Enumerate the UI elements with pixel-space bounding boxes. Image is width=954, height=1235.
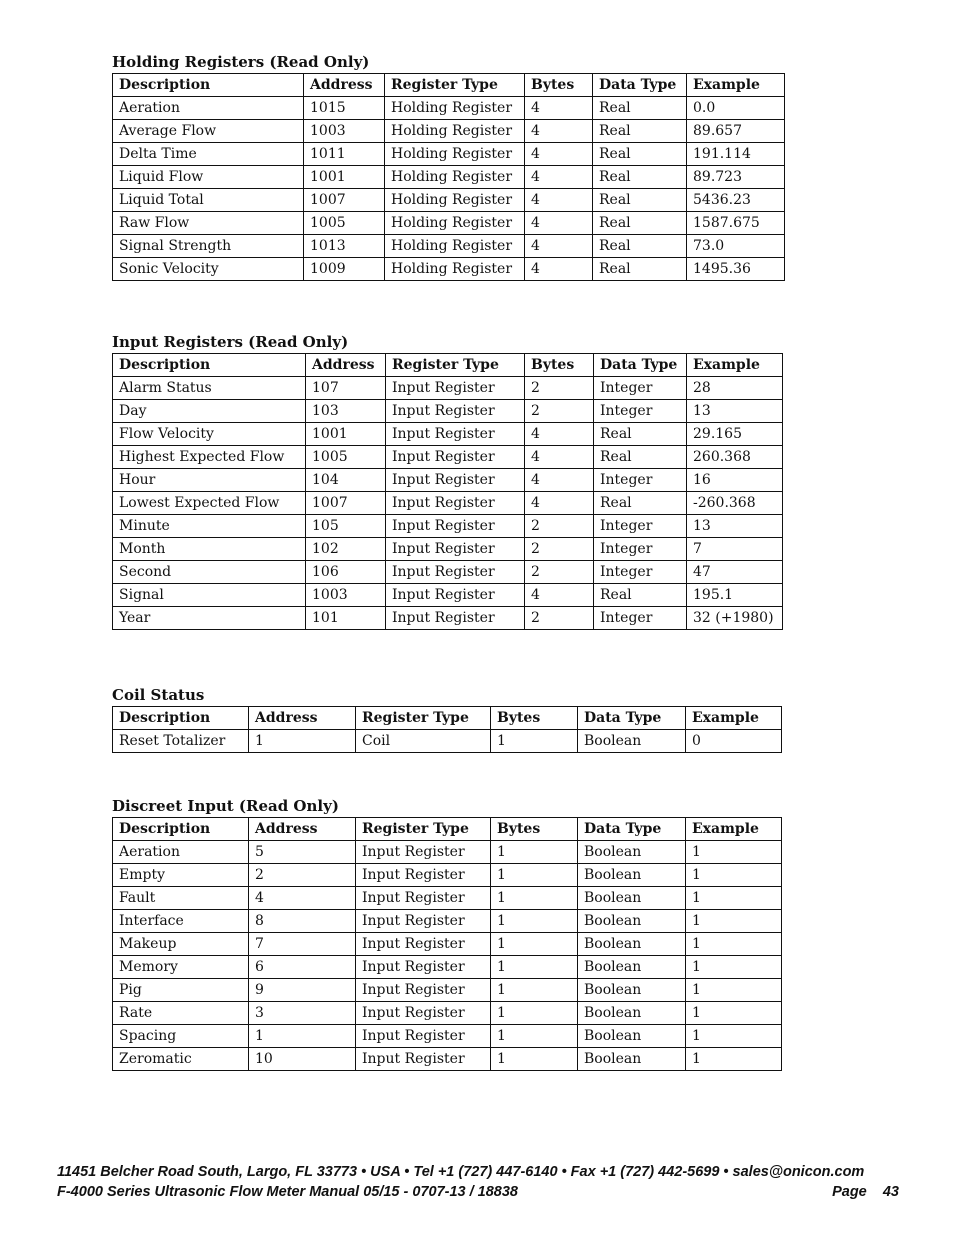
table-cell: 2 xyxy=(525,377,594,400)
table-cell: Input Register xyxy=(356,1025,491,1048)
table-cell: 1 xyxy=(686,887,782,910)
input-registers-title: Input Registers (Read Only) xyxy=(112,333,349,351)
table-cell: 2 xyxy=(249,864,356,887)
table-cell: 1001 xyxy=(306,423,386,446)
table-cell: 4 xyxy=(525,97,593,120)
table-cell: Holding Register xyxy=(385,166,525,189)
table-cell: Liquid Flow xyxy=(113,166,304,189)
table-cell: 1 xyxy=(686,956,782,979)
table-cell: Raw Flow xyxy=(113,212,304,235)
table-row xyxy=(113,933,782,956)
table-cell: Holding Register xyxy=(385,189,525,212)
column-header: Example xyxy=(686,818,782,841)
table-cell: 2 xyxy=(525,607,594,630)
table-cell: 3 xyxy=(249,1002,356,1025)
table-row xyxy=(113,258,785,281)
header-row xyxy=(113,818,782,841)
table-cell: 2 xyxy=(525,515,594,538)
table-cell: Boolean xyxy=(578,1025,686,1048)
table-cell: Input Register xyxy=(386,607,525,630)
table-cell: 106 xyxy=(306,561,386,584)
discreet-input-table xyxy=(112,817,782,1071)
table-cell: Minute xyxy=(113,515,306,538)
table-cell: 1 xyxy=(491,864,578,887)
table-cell: Fault xyxy=(113,887,249,910)
table-cell: Boolean xyxy=(578,864,686,887)
table-cell: Real xyxy=(593,143,687,166)
table-cell: Real xyxy=(594,584,687,607)
table-cell: Input Register xyxy=(386,584,525,607)
table-row xyxy=(113,584,783,607)
table-cell: 1 xyxy=(491,730,578,753)
table-cell: Reset Totalizer xyxy=(113,730,249,753)
column-header: Description xyxy=(113,818,249,841)
table-cell: Real xyxy=(593,258,687,281)
table-cell: Integer xyxy=(594,607,687,630)
table-cell: Average Flow xyxy=(113,120,304,143)
table-cell: Real xyxy=(593,166,687,189)
column-header: Example xyxy=(687,354,783,377)
coil-status-title: Coil Status xyxy=(112,686,205,704)
header-row xyxy=(113,707,782,730)
table-cell: 9 xyxy=(249,979,356,1002)
table-cell: Boolean xyxy=(578,910,686,933)
table-cell: Boolean xyxy=(578,956,686,979)
table-cell: 1 xyxy=(491,1025,578,1048)
column-header: Register Type xyxy=(386,354,525,377)
table-cell: 1587.675 xyxy=(687,212,785,235)
table-cell: 1 xyxy=(491,956,578,979)
table-cell: 73.0 xyxy=(687,235,785,258)
table-row xyxy=(113,469,783,492)
table-cell: 13 xyxy=(687,400,783,423)
table-cell: Input Register xyxy=(386,446,525,469)
table-row xyxy=(113,1048,782,1071)
table-cell: Input Register xyxy=(356,841,491,864)
coil-status-section xyxy=(112,684,782,753)
holding-registers-title: Holding Registers (Read Only) xyxy=(112,53,370,71)
input-registers-section xyxy=(112,331,783,630)
table-cell: Input Register xyxy=(356,887,491,910)
table-row xyxy=(113,166,785,189)
column-header: Address xyxy=(306,354,386,377)
holding-registers-section xyxy=(112,51,785,281)
table-cell: Holding Register xyxy=(385,258,525,281)
column-header: Bytes xyxy=(525,354,594,377)
table-row xyxy=(113,538,783,561)
table-cell: Input Register xyxy=(386,400,525,423)
table-cell: 107 xyxy=(306,377,386,400)
table-cell: Integer xyxy=(594,561,687,584)
column-header: Bytes xyxy=(491,818,578,841)
table-cell: 4 xyxy=(525,212,593,235)
table-row xyxy=(113,423,783,446)
table-cell: 1 xyxy=(686,864,782,887)
table-cell: 4 xyxy=(525,584,594,607)
column-header: Data Type xyxy=(594,354,687,377)
table-cell: Day xyxy=(113,400,306,423)
table-cell: 1 xyxy=(491,887,578,910)
footer-page-number: Page 43 xyxy=(832,1184,899,1200)
table-cell: 4 xyxy=(525,423,594,446)
table-cell: 4 xyxy=(525,492,594,515)
table-row xyxy=(113,377,783,400)
table-cell: 16 xyxy=(687,469,783,492)
column-header: Address xyxy=(304,74,385,97)
table-cell: Integer xyxy=(594,538,687,561)
table-cell: 7 xyxy=(687,538,783,561)
table-cell: 1013 xyxy=(304,235,385,258)
table-cell: 1 xyxy=(686,933,782,956)
table-row xyxy=(113,841,782,864)
table-cell: 1 xyxy=(686,841,782,864)
table-cell: 1495.36 xyxy=(687,258,785,281)
table-cell: Sonic Velocity xyxy=(113,258,304,281)
table-cell: Boolean xyxy=(578,1048,686,1071)
table-cell: 5 xyxy=(249,841,356,864)
column-header: Register Type xyxy=(385,74,525,97)
table-cell: Signal Strength xyxy=(113,235,304,258)
table-cell: 1003 xyxy=(306,584,386,607)
column-header: Data Type xyxy=(578,818,686,841)
table-cell: Year xyxy=(113,607,306,630)
table-cell: 4 xyxy=(525,235,593,258)
coil-status-table xyxy=(112,706,782,753)
table-row xyxy=(113,143,785,166)
table-cell: Holding Register xyxy=(385,235,525,258)
table-cell: 47 xyxy=(687,561,783,584)
table-row xyxy=(113,492,783,515)
table-cell: 1 xyxy=(686,1048,782,1071)
table-cell: Boolean xyxy=(578,730,686,753)
table-row xyxy=(113,235,785,258)
table-row xyxy=(113,607,783,630)
table-cell: Highest Expected Flow xyxy=(113,446,306,469)
table-cell: 4 xyxy=(525,469,594,492)
column-header: Example xyxy=(686,707,782,730)
page-footer xyxy=(57,1162,899,1202)
table-cell: 1 xyxy=(491,841,578,864)
table-cell: 13 xyxy=(687,515,783,538)
table-cell: 2 xyxy=(525,538,594,561)
table-cell: Holding Register xyxy=(385,143,525,166)
table-cell: Input Register xyxy=(386,377,525,400)
table-cell: 4 xyxy=(525,189,593,212)
table-cell: Month xyxy=(113,538,306,561)
table-cell: Integer xyxy=(594,469,687,492)
table-cell: 1007 xyxy=(306,492,386,515)
table-cell: 103 xyxy=(306,400,386,423)
table-cell: 4 xyxy=(249,887,356,910)
column-header: Register Type xyxy=(356,707,491,730)
column-header: Bytes xyxy=(525,74,593,97)
column-header: Description xyxy=(113,74,304,97)
table-cell: 1001 xyxy=(304,166,385,189)
table-cell: 1007 xyxy=(304,189,385,212)
table-row xyxy=(113,515,783,538)
table-cell: 1015 xyxy=(304,97,385,120)
table-cell: Aeration xyxy=(113,97,304,120)
table-cell: 1 xyxy=(686,1002,782,1025)
table-cell: Hour xyxy=(113,469,306,492)
table-cell: 1 xyxy=(686,1025,782,1048)
table-cell: 10 xyxy=(249,1048,356,1071)
table-cell: Real xyxy=(594,492,687,515)
table-row xyxy=(113,1002,782,1025)
header-row xyxy=(113,74,785,97)
table-cell: 89.657 xyxy=(687,120,785,143)
table-cell: 1005 xyxy=(306,446,386,469)
table-cell: 0.0 xyxy=(687,97,785,120)
table-cell: 260.368 xyxy=(687,446,783,469)
table-row xyxy=(113,446,783,469)
table-cell: 28 xyxy=(687,377,783,400)
discreet-input-section xyxy=(112,795,782,1071)
table-cell: Interface xyxy=(113,910,249,933)
table-cell: Alarm Status xyxy=(113,377,306,400)
table-cell: Input Register xyxy=(356,979,491,1002)
table-cell: Zeromatic xyxy=(113,1048,249,1071)
table-cell: Coil xyxy=(356,730,491,753)
table-cell: Makeup xyxy=(113,933,249,956)
table-row xyxy=(113,956,782,979)
table-cell: Signal xyxy=(113,584,306,607)
table-cell: Real xyxy=(593,189,687,212)
table-row xyxy=(113,910,782,933)
table-cell: Input Register xyxy=(356,933,491,956)
table-cell: Boolean xyxy=(578,887,686,910)
column-header: Data Type xyxy=(593,74,687,97)
table-cell: 32 (+1980) xyxy=(687,607,783,630)
table-cell: 1011 xyxy=(304,143,385,166)
footer-manual-id: F-4000 Series Ultrasonic Flow Meter Manual 05/15 - 0707-13 / 18838 xyxy=(57,1184,518,1200)
table-cell: Integer xyxy=(594,515,687,538)
table-cell: 1 xyxy=(249,1025,356,1048)
table-cell: 1005 xyxy=(304,212,385,235)
table-cell: 7 xyxy=(249,933,356,956)
holding-registers-table xyxy=(112,73,785,281)
table-cell: Input Register xyxy=(386,538,525,561)
table-cell: Spacing xyxy=(113,1025,249,1048)
table-cell: 4 xyxy=(525,258,593,281)
column-header: Address xyxy=(249,818,356,841)
table-cell: 6 xyxy=(249,956,356,979)
table-cell: Input Register xyxy=(356,864,491,887)
table-cell: Boolean xyxy=(578,979,686,1002)
table-cell: 5436.23 xyxy=(687,189,785,212)
column-header: Address xyxy=(249,707,356,730)
footer-address-line: 11451 Belcher Road South, Largo, FL 33773 • USA • Tel +1 (727) 447-6140 • Fax +1 (727) 442-5699 • sales@onicon.com xyxy=(57,1164,865,1180)
table-cell: Holding Register xyxy=(385,212,525,235)
table-cell: 105 xyxy=(306,515,386,538)
table-cell: Integer xyxy=(594,377,687,400)
table-cell: Input Register xyxy=(356,956,491,979)
table-cell: Input Register xyxy=(386,561,525,584)
table-cell: 104 xyxy=(306,469,386,492)
table-cell: 101 xyxy=(306,607,386,630)
table-cell: 1 xyxy=(491,933,578,956)
table-cell: Input Register xyxy=(386,492,525,515)
column-header: Description xyxy=(113,354,306,377)
table-cell: 4 xyxy=(525,143,593,166)
table-cell: Flow Velocity xyxy=(113,423,306,446)
table-cell: 89.723 xyxy=(687,166,785,189)
table-cell: 195.1 xyxy=(687,584,783,607)
column-header: Description xyxy=(113,707,249,730)
table-cell: -260.368 xyxy=(687,492,783,515)
table-cell: Second xyxy=(113,561,306,584)
table-row xyxy=(113,979,782,1002)
table-cell: 8 xyxy=(249,910,356,933)
table-cell: Holding Register xyxy=(385,97,525,120)
table-cell: Rate xyxy=(113,1002,249,1025)
table-cell: 1 xyxy=(491,1002,578,1025)
footer-manual-line xyxy=(57,1182,899,1202)
table-cell: 4 xyxy=(525,446,594,469)
column-header: Data Type xyxy=(578,707,686,730)
table-row xyxy=(113,1025,782,1048)
table-row xyxy=(113,730,782,753)
table-cell: Boolean xyxy=(578,933,686,956)
table-cell: Input Register xyxy=(386,423,525,446)
table-cell: Holding Register xyxy=(385,120,525,143)
table-row xyxy=(113,97,785,120)
table-cell: Input Register xyxy=(386,515,525,538)
table-cell: Input Register xyxy=(356,1002,491,1025)
table-cell: 29.165 xyxy=(687,423,783,446)
table-cell: Input Register xyxy=(356,910,491,933)
table-cell: Pig xyxy=(113,979,249,1002)
table-cell: 1003 xyxy=(304,120,385,143)
table-cell: 1 xyxy=(491,910,578,933)
header-row xyxy=(113,354,783,377)
column-header: Bytes xyxy=(491,707,578,730)
table-row xyxy=(113,212,785,235)
table-cell: 1 xyxy=(491,979,578,1002)
table-cell: Empty xyxy=(113,864,249,887)
column-header: Example xyxy=(687,74,785,97)
table-cell: Real xyxy=(594,423,687,446)
table-cell: Real xyxy=(593,212,687,235)
table-cell: Lowest Expected Flow xyxy=(113,492,306,515)
table-cell: 0 xyxy=(686,730,782,753)
table-cell: 2 xyxy=(525,400,594,423)
table-cell: Integer xyxy=(594,400,687,423)
input-registers-table xyxy=(112,353,783,630)
table-cell: Real xyxy=(593,235,687,258)
table-cell: 1 xyxy=(686,910,782,933)
table-cell: Input Register xyxy=(356,1048,491,1071)
table-cell: Real xyxy=(593,97,687,120)
table-cell: 1009 xyxy=(304,258,385,281)
table-cell: 2 xyxy=(525,561,594,584)
table-row xyxy=(113,400,783,423)
table-cell: Aeration xyxy=(113,841,249,864)
table-cell: 4 xyxy=(525,120,593,143)
table-cell: Memory xyxy=(113,956,249,979)
discreet-input-title: Discreet Input (Read Only) xyxy=(112,797,339,815)
table-cell: 1 xyxy=(249,730,356,753)
table-row xyxy=(113,189,785,212)
table-cell: Boolean xyxy=(578,841,686,864)
table-cell: Real xyxy=(593,120,687,143)
table-cell: 1 xyxy=(686,979,782,1002)
table-cell: 1 xyxy=(491,1048,578,1071)
table-row xyxy=(113,120,785,143)
table-cell: Delta Time xyxy=(113,143,304,166)
table-row xyxy=(113,561,783,584)
column-header: Register Type xyxy=(356,818,491,841)
table-cell: Liquid Total xyxy=(113,189,304,212)
table-cell: Input Register xyxy=(386,469,525,492)
table-row xyxy=(113,864,782,887)
table-row xyxy=(113,887,782,910)
table-cell: 102 xyxy=(306,538,386,561)
table-cell: Real xyxy=(594,446,687,469)
table-cell: 191.114 xyxy=(687,143,785,166)
table-cell: Boolean xyxy=(578,1002,686,1025)
table-cell: 4 xyxy=(525,166,593,189)
